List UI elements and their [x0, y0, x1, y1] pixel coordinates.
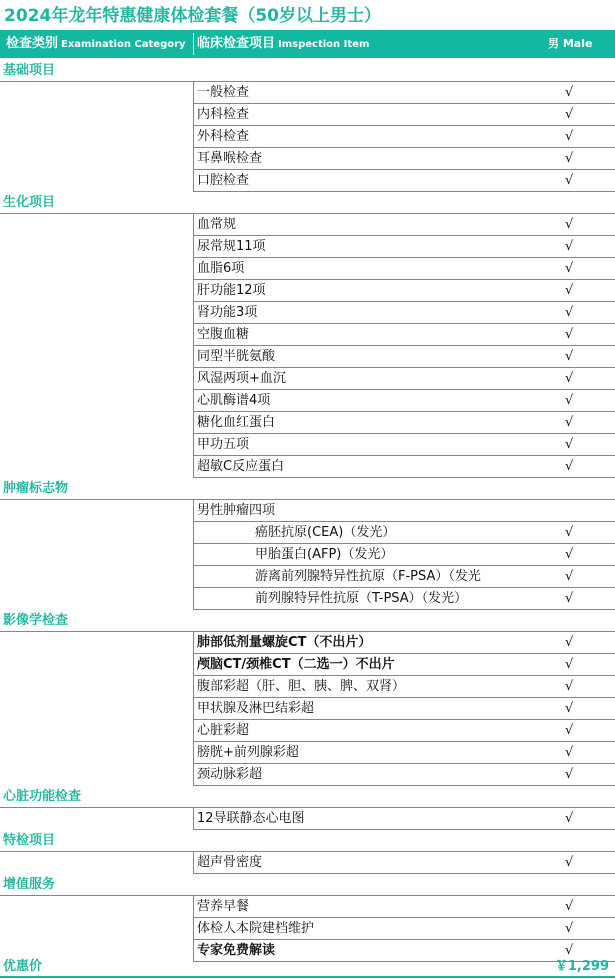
- item-cell: [193, 632, 615, 654]
- male-check-mark: √: [565, 855, 574, 870]
- male-check-mark: √: [565, 459, 574, 474]
- category-row: [0, 60, 615, 82]
- item-cell: [193, 390, 615, 412]
- male-check-mark: √: [565, 151, 574, 166]
- item-cell: [193, 82, 615, 104]
- category-label: 肿瘤标志物: [3, 481, 69, 496]
- item-row: [0, 918, 615, 940]
- item-cell: [193, 258, 615, 280]
- item-label: 颈动脉彩超: [197, 767, 263, 782]
- item-label: 甲状腺及淋巴结彩超: [197, 701, 315, 716]
- item-cell: [193, 522, 615, 544]
- item-row: [0, 698, 615, 720]
- item-cell: [193, 412, 615, 434]
- item-label: 颅脑CT/颈椎CT（二选一）不出片: [197, 657, 395, 672]
- item-cell: [193, 808, 615, 830]
- male-check-mark: √: [565, 261, 574, 276]
- item-label: 超声骨密度: [197, 855, 263, 870]
- item-label: 甲功五项: [197, 437, 250, 452]
- item-row: [0, 104, 615, 126]
- sub-item-label: 游离前列腺特异性抗原（F-PSA）（发光: [255, 569, 481, 584]
- item-row: [0, 588, 615, 610]
- male-check-mark: √: [565, 569, 574, 584]
- male-check-mark: √: [565, 943, 574, 958]
- male-check-mark: √: [565, 437, 574, 452]
- item-cell: [193, 588, 615, 610]
- item-cell: [193, 896, 615, 918]
- item-label: 肺部低剂量螺旋CT（不出片）: [197, 635, 372, 650]
- item-cell: [193, 280, 615, 302]
- item-label: 肾功能3项: [197, 305, 258, 320]
- item-cell: [193, 104, 615, 126]
- item-label: 心脏彩超: [197, 723, 250, 738]
- category-label: 影像学检查: [3, 613, 69, 628]
- male-check-mark: √: [565, 217, 574, 232]
- item-cell: [193, 698, 615, 720]
- item-row: [0, 214, 615, 236]
- item-row: [0, 566, 615, 588]
- category-label: 基础项目: [3, 63, 56, 78]
- sub-item-label: 甲胎蛋白(AFP)（发光）: [255, 547, 394, 562]
- item-cell: [193, 720, 615, 742]
- item-row: [0, 148, 615, 170]
- item-row: [0, 280, 615, 302]
- header-divider: [193, 33, 194, 55]
- male-check-mark: √: [565, 679, 574, 694]
- item-cell: [193, 764, 615, 786]
- item-label: 同型半胱氨酸: [197, 349, 276, 364]
- item-row: [0, 302, 615, 324]
- item-label: 一般检查: [197, 85, 250, 100]
- item-label: 风湿两项+血沉: [197, 371, 286, 386]
- item-label: 空腹血糖: [197, 327, 250, 342]
- item-label: 血常规: [197, 217, 237, 232]
- item-row: [0, 258, 615, 280]
- male-check-mark: √: [565, 811, 574, 826]
- male-check-mark: √: [565, 657, 574, 672]
- item-cell: [193, 170, 615, 192]
- item-row: [0, 82, 615, 104]
- item-label: 12导联静态心电图: [197, 811, 305, 826]
- male-check-mark: √: [565, 129, 574, 144]
- item-cell: [193, 742, 615, 764]
- sub-item-label: 癌胚抗原(CEA)（发光）: [255, 525, 396, 540]
- price-row: [0, 956, 615, 978]
- item-row: [0, 742, 615, 764]
- price-label: 优惠价: [3, 959, 43, 974]
- category-label: 生化项目: [3, 195, 56, 210]
- male-check-mark: √: [565, 283, 574, 298]
- price-value: ￥1,299: [554, 959, 609, 974]
- item-cell: [193, 654, 615, 676]
- item-row: [0, 236, 615, 258]
- male-check-mark: √: [565, 547, 574, 562]
- male-check-mark: √: [565, 349, 574, 364]
- item-label: 男性肿瘤四项: [197, 503, 276, 518]
- male-check-mark: √: [565, 393, 574, 408]
- item-label: 外科检查: [197, 129, 250, 144]
- category-row: [0, 192, 615, 214]
- item-row: [0, 896, 615, 918]
- item-row: [0, 390, 615, 412]
- male-check-mark: √: [565, 173, 574, 188]
- item-label: 心肌酶谱4项: [197, 393, 271, 408]
- male-check-mark: √: [565, 415, 574, 430]
- category-row: [0, 786, 615, 808]
- item-cell: [193, 346, 615, 368]
- male-check-mark: √: [565, 591, 574, 606]
- item-cell: [193, 566, 615, 588]
- item-row: [0, 126, 615, 148]
- male-check-mark: √: [565, 745, 574, 760]
- item-row: [0, 412, 615, 434]
- item-cell: [193, 434, 615, 456]
- category-row: [0, 874, 615, 896]
- male-check-mark: √: [565, 635, 574, 650]
- item-cell: [193, 456, 615, 478]
- item-row: [0, 720, 615, 742]
- male-check-mark: √: [565, 767, 574, 782]
- male-check-mark: √: [565, 921, 574, 936]
- item-cell: [193, 302, 615, 324]
- page-title: 2024年龙年特惠健康体检套餐（50岁以上男士）: [4, 6, 381, 26]
- item-cell: [193, 324, 615, 346]
- item-label: 营养早餐: [197, 899, 250, 914]
- item-row: [0, 456, 615, 478]
- item-row: [0, 324, 615, 346]
- item-cell: [193, 676, 615, 698]
- item-row: [0, 500, 615, 522]
- male-check-mark: √: [565, 525, 574, 540]
- item-label: 体检人本院建档维护: [197, 921, 315, 936]
- item-label: 肝功能12项: [197, 283, 266, 298]
- sub-item-label: 前列腺特异性抗原（T-PSA）（发光）: [255, 591, 468, 606]
- male-check-mark: √: [565, 85, 574, 100]
- male-check-mark: √: [565, 239, 574, 254]
- item-row: [0, 654, 615, 676]
- item-row: [0, 170, 615, 192]
- male-check-mark: √: [565, 107, 574, 122]
- item-label: 尿常规11项: [197, 239, 266, 254]
- category-row: [0, 830, 615, 852]
- item-cell: [193, 148, 615, 170]
- item-cell: [193, 368, 615, 390]
- item-label: 口腔检查: [197, 173, 250, 188]
- male-check-mark: √: [565, 305, 574, 320]
- item-row: [0, 676, 615, 698]
- item-row: [0, 346, 615, 368]
- category-label: 增值服务: [3, 877, 56, 892]
- item-cell: [193, 126, 615, 148]
- item-label: 超敏C反应蛋白: [197, 459, 285, 474]
- table-header: [0, 30, 615, 58]
- item-row: [0, 852, 615, 874]
- item-row: [0, 764, 615, 786]
- item-cell: [193, 544, 615, 566]
- header-item: 临床检查项目 Imspection Item: [197, 36, 370, 51]
- item-label: 糖化血红蛋白: [197, 415, 276, 430]
- male-check-mark: √: [565, 899, 574, 914]
- category-label: 特检项目: [3, 833, 56, 848]
- item-cell: [193, 500, 615, 522]
- male-check-mark: √: [565, 327, 574, 342]
- item-row: [0, 368, 615, 390]
- item-row: [0, 522, 615, 544]
- header-male: 男 Male: [548, 37, 593, 50]
- item-label: 腹部彩超（肝、胆、胰、脾、双肾）: [197, 679, 406, 694]
- male-check-mark: √: [565, 371, 574, 386]
- item-cell: [193, 214, 615, 236]
- item-cell: [193, 852, 615, 874]
- item-cell: [193, 918, 615, 940]
- item-row: [0, 434, 615, 456]
- category-row: [0, 478, 615, 500]
- category-label: 心脏功能检查: [3, 789, 82, 804]
- item-row: [0, 544, 615, 566]
- item-row: [0, 808, 615, 830]
- item-label: 血脂6项: [197, 261, 245, 276]
- male-check-mark: √: [565, 723, 574, 738]
- item-label: 专家免费解读: [197, 943, 276, 958]
- header-category: 检查类别 Examination Category: [6, 36, 186, 51]
- item-label: 耳鼻喉检查: [197, 151, 263, 166]
- category-row: [0, 610, 615, 632]
- item-label: 膀胱+前列腺彩超: [197, 745, 299, 760]
- item-cell: [193, 236, 615, 258]
- item-label: 内科检查: [197, 107, 250, 122]
- male-check-mark: √: [565, 701, 574, 716]
- item-row: [0, 632, 615, 654]
